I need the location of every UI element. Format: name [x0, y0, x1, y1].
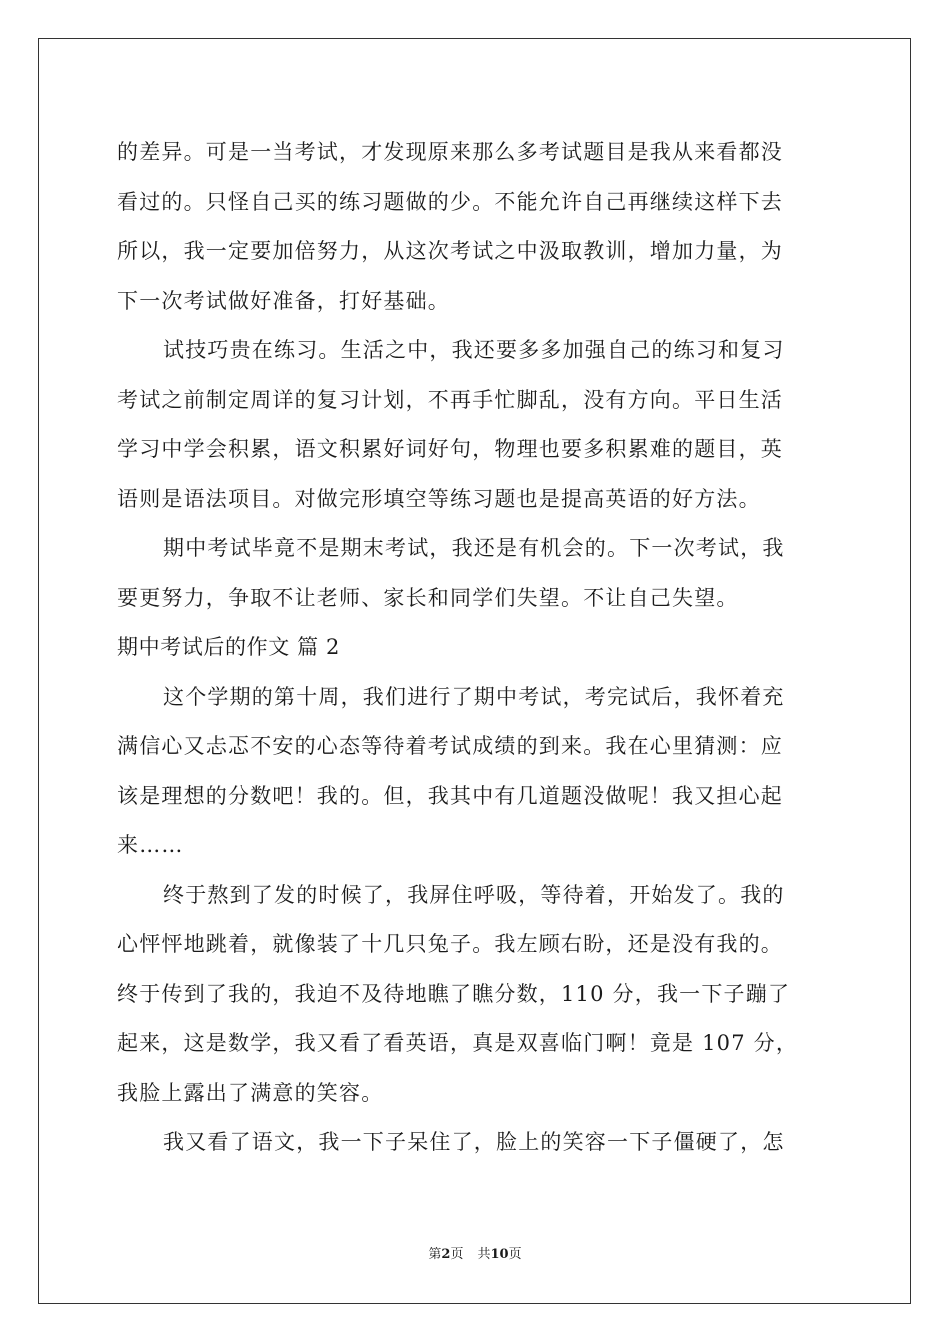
text-line: 这个学期的第十周，我们进行了期中考试，考完试后，我怀着充 — [163, 684, 785, 709]
text-line: 语则是语法项目。对做完形填空等练习题也是提高英语的好方法。 — [117, 486, 761, 511]
text-line: 学习中学会积累，语文积累好词好句，物理也要多积累难的题目，英 — [117, 437, 783, 461]
text-line: 要更努力，争取不让老师、家长和同学们失望。不让自己失望。 — [117, 585, 739, 610]
text-line: 该是理想的分数吧！我的。但，我其中有几道题没做呢！我又担心起 — [117, 783, 783, 808]
text-line: 下一次考试做好准备，打好基础。 — [117, 288, 450, 313]
text-line: 的差异。可是一当考试，才发现原来那么多考试题目是我从来看都没 — [117, 140, 783, 164]
section-heading: 期中考试后的作文 篇 2 — [117, 635, 340, 659]
text-line: 看过的。只怪自己买的练习题做的少。不能允许自己再继续这样下去 — [117, 189, 783, 214]
text-line: 期中考试毕竟不是期末考试，我还是有机会的。下一次考试，我 — [163, 536, 785, 560]
text-line: 我脸上露出了满意的笑容。 — [117, 1080, 384, 1105]
page-number-suffix: 页 — [450, 1247, 464, 1262]
text-line: 满信心又忐忑不安的心态等待着考试成绩的到来。我在心里猜测：应 — [117, 734, 783, 758]
page-number-prefix: 第 — [428, 1247, 442, 1262]
document-body — [117, 128, 833, 1168]
text-line: 所以，我一定要加倍努力，从这次考试之中汲取教训，增加力量，为 — [117, 239, 783, 263]
text-line: 来…… — [117, 833, 184, 857]
total-page-count: 10 — [490, 1247, 509, 1262]
page-footer — [0, 1245, 950, 1265]
text-line: 终于传到了我的，我迫不及待地瞧了瞧分数，110 分，我一下子蹦了 — [117, 981, 791, 1006]
text-line: 心怦怦地跳着，就像装了十几只兔子。我左顾右盼，还是没有我的。 — [117, 932, 783, 956]
current-page-number: 2 — [441, 1247, 451, 1262]
text-line: 考试之前制定周详的复习计划，不再手忙脚乱，没有方向。平日生活 — [117, 387, 783, 412]
total-pages-suffix: 页 — [508, 1247, 522, 1262]
text-line: 终于熬到了发的时候了，我屏住呼吸，等待着，开始发了。我的 — [163, 882, 785, 907]
total-pages-prefix: 共 — [477, 1247, 491, 1262]
text-line: 起来，这是数学，我又看了看英语，真是双喜临门啊！竟是 107 分， — [117, 1031, 799, 1055]
text-line: 试技巧贵在练习。生活之中，我还要多多加强自己的练习和复习 — [163, 338, 785, 362]
text-line: 我又看了语文，我一下子呆住了，脸上的笑容一下子僵硬了，怎 — [163, 1130, 785, 1154]
